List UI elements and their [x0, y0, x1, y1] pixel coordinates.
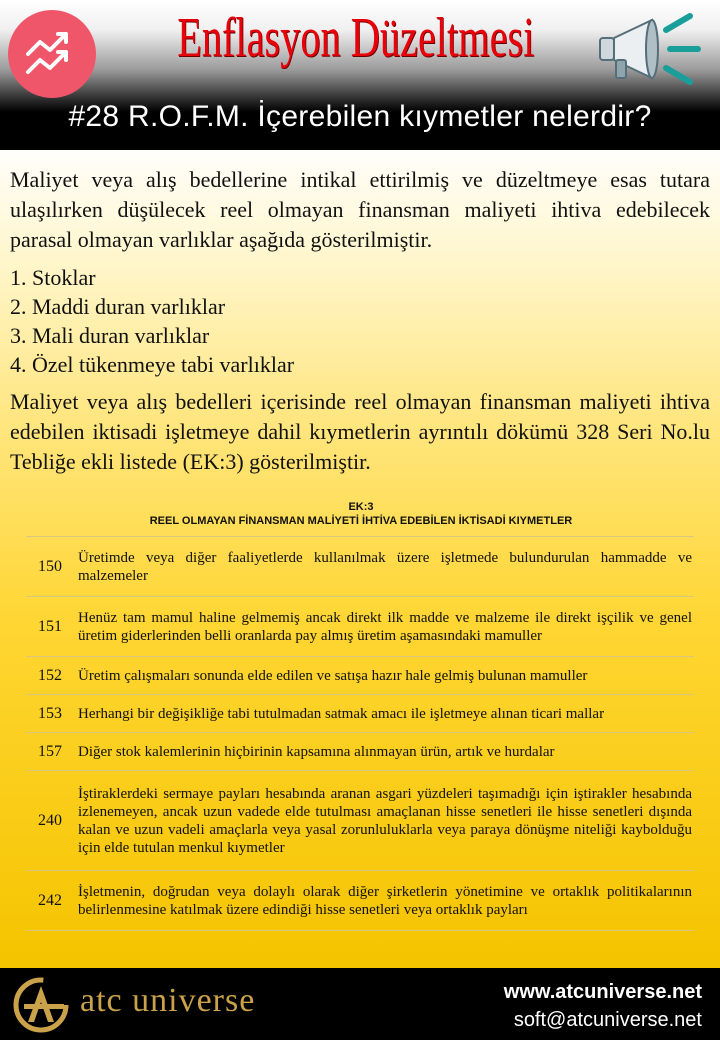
- table-row: [26, 695, 694, 733]
- account-code: 157: [26, 733, 76, 771]
- trend-badge: [8, 10, 96, 98]
- page-title: Enflasyon Düzeltmesi: [177, 7, 535, 69]
- contact-block: [504, 978, 702, 1034]
- table-row: [26, 871, 694, 931]
- account-description: Üretimde veya diğer faaliyetlerde kullanılmak üzere işletmede bulundurulan hammadde ve malzemeler: [76, 537, 694, 597]
- account-description: Diğer stok kalemlerinin hiçbirinin kapsamına alınmayan ürün, artık ve hurdalar: [76, 733, 694, 771]
- asset-list: [10, 263, 710, 379]
- megaphone-icon: [594, 8, 704, 88]
- account-code: 152: [26, 657, 76, 695]
- account-code: 151: [26, 597, 76, 657]
- table-row: [26, 733, 694, 771]
- ek3-label: EK:3: [348, 501, 374, 513]
- ek3-table: [26, 536, 694, 931]
- account-description: Henüz tam mamul haline gelmemiş ancak direkt ilk madde ve malzeme ile direkt işçilik ve genel üretim giderlerinden belli oranlarda pay almış üretim aşamasındaki mamuller: [76, 597, 694, 657]
- header-banner: [0, 0, 720, 150]
- outro-paragraph: Maliyet veya alış bedelleri içerisinde reel olmayan finansman maliyeti ihtiva edebilen iktisadi işletmeye dahil kıymetlerin ayrıntılı dökümü 328 Seri No.lu Tebliğe ekli listede (EK:3) gösterilmiştir.: [10, 389, 710, 474]
- account-description: İşletmenin, doğrudan veya dolaylı olarak diğer şirketlerin yönetimine ve ortaklık politikalarının belirlenmesine katılmak üzere edindiği hisse senetleri veya ortaklık payları: [76, 871, 694, 931]
- table-row: [26, 771, 694, 871]
- list-item: 2. Maddi duran varlıklar: [10, 294, 226, 319]
- ek3-title: REEL OLMAYAN FİNANSMAN MALİYETİ İHTİVA EDEBİLEN İKTİSADİ KIYMETLER: [149, 515, 573, 527]
- account-description: Herhangi bir değişikliğe tabi tutulmadan satmak amacı ile işletmeye alınan ticari mallar: [76, 695, 694, 733]
- account-code: 153: [26, 695, 76, 733]
- account-description: Üretim çalışmaları sonunda elde edilen ve satışa hazır hale gelmiş bulunan mamuller: [76, 657, 694, 695]
- intro-paragraph: Maliyet veya alış bedellerine intikal ettirilmiş ve düzeltmeye esas tutara ulaşılırken düşülecek reel olmayan finansman maliyeti ihtiva edebilecek parasal olmayan varlıklar aşağıda gösterilmiştir.: [10, 167, 710, 252]
- account-code: 240: [26, 771, 76, 871]
- email-link[interactable]: soft@atcuniverse.net: [513, 1009, 702, 1031]
- main-content: [10, 165, 710, 477]
- atc-logo-icon: [10, 974, 72, 1036]
- account-code: 242: [26, 871, 76, 931]
- account-description: İştiraklerdeki sermaye payları hesabında aranan asgari yüzdeleri taşımadığı için iştirakler hesabında izlenemeyen, ancak uzun vadede elde tutulması amaçlanan hisse senetleri ile hisse senetleri dışında kalan ve uzun vadeli amaçlarla veya yasal zorunluluklarla veya paraya dönüşme niteliği kaybolduğu için elde tutulan menkul kıymetler: [76, 771, 694, 871]
- account-code: 150: [26, 537, 76, 597]
- list-item: 3. Mali duran varlıklar: [10, 323, 210, 348]
- table-row: [26, 537, 694, 597]
- question-heading: #28 R.O.F.M. İçerebilen kıymetler nelerdir?: [68, 100, 652, 133]
- list-item: 1. Stoklar: [10, 265, 96, 290]
- table-row: [26, 657, 694, 695]
- website-link[interactable]: www.atcuniverse.net: [503, 981, 702, 1003]
- table-row: [26, 597, 694, 657]
- footer-bar: [0, 968, 720, 1040]
- ek3-caption: [26, 500, 696, 528]
- trend-up-icon: [24, 28, 80, 80]
- list-item: 4. Özel tükenmeye tabi varlıklar: [10, 352, 295, 377]
- brand-name: atc universe: [80, 982, 256, 1019]
